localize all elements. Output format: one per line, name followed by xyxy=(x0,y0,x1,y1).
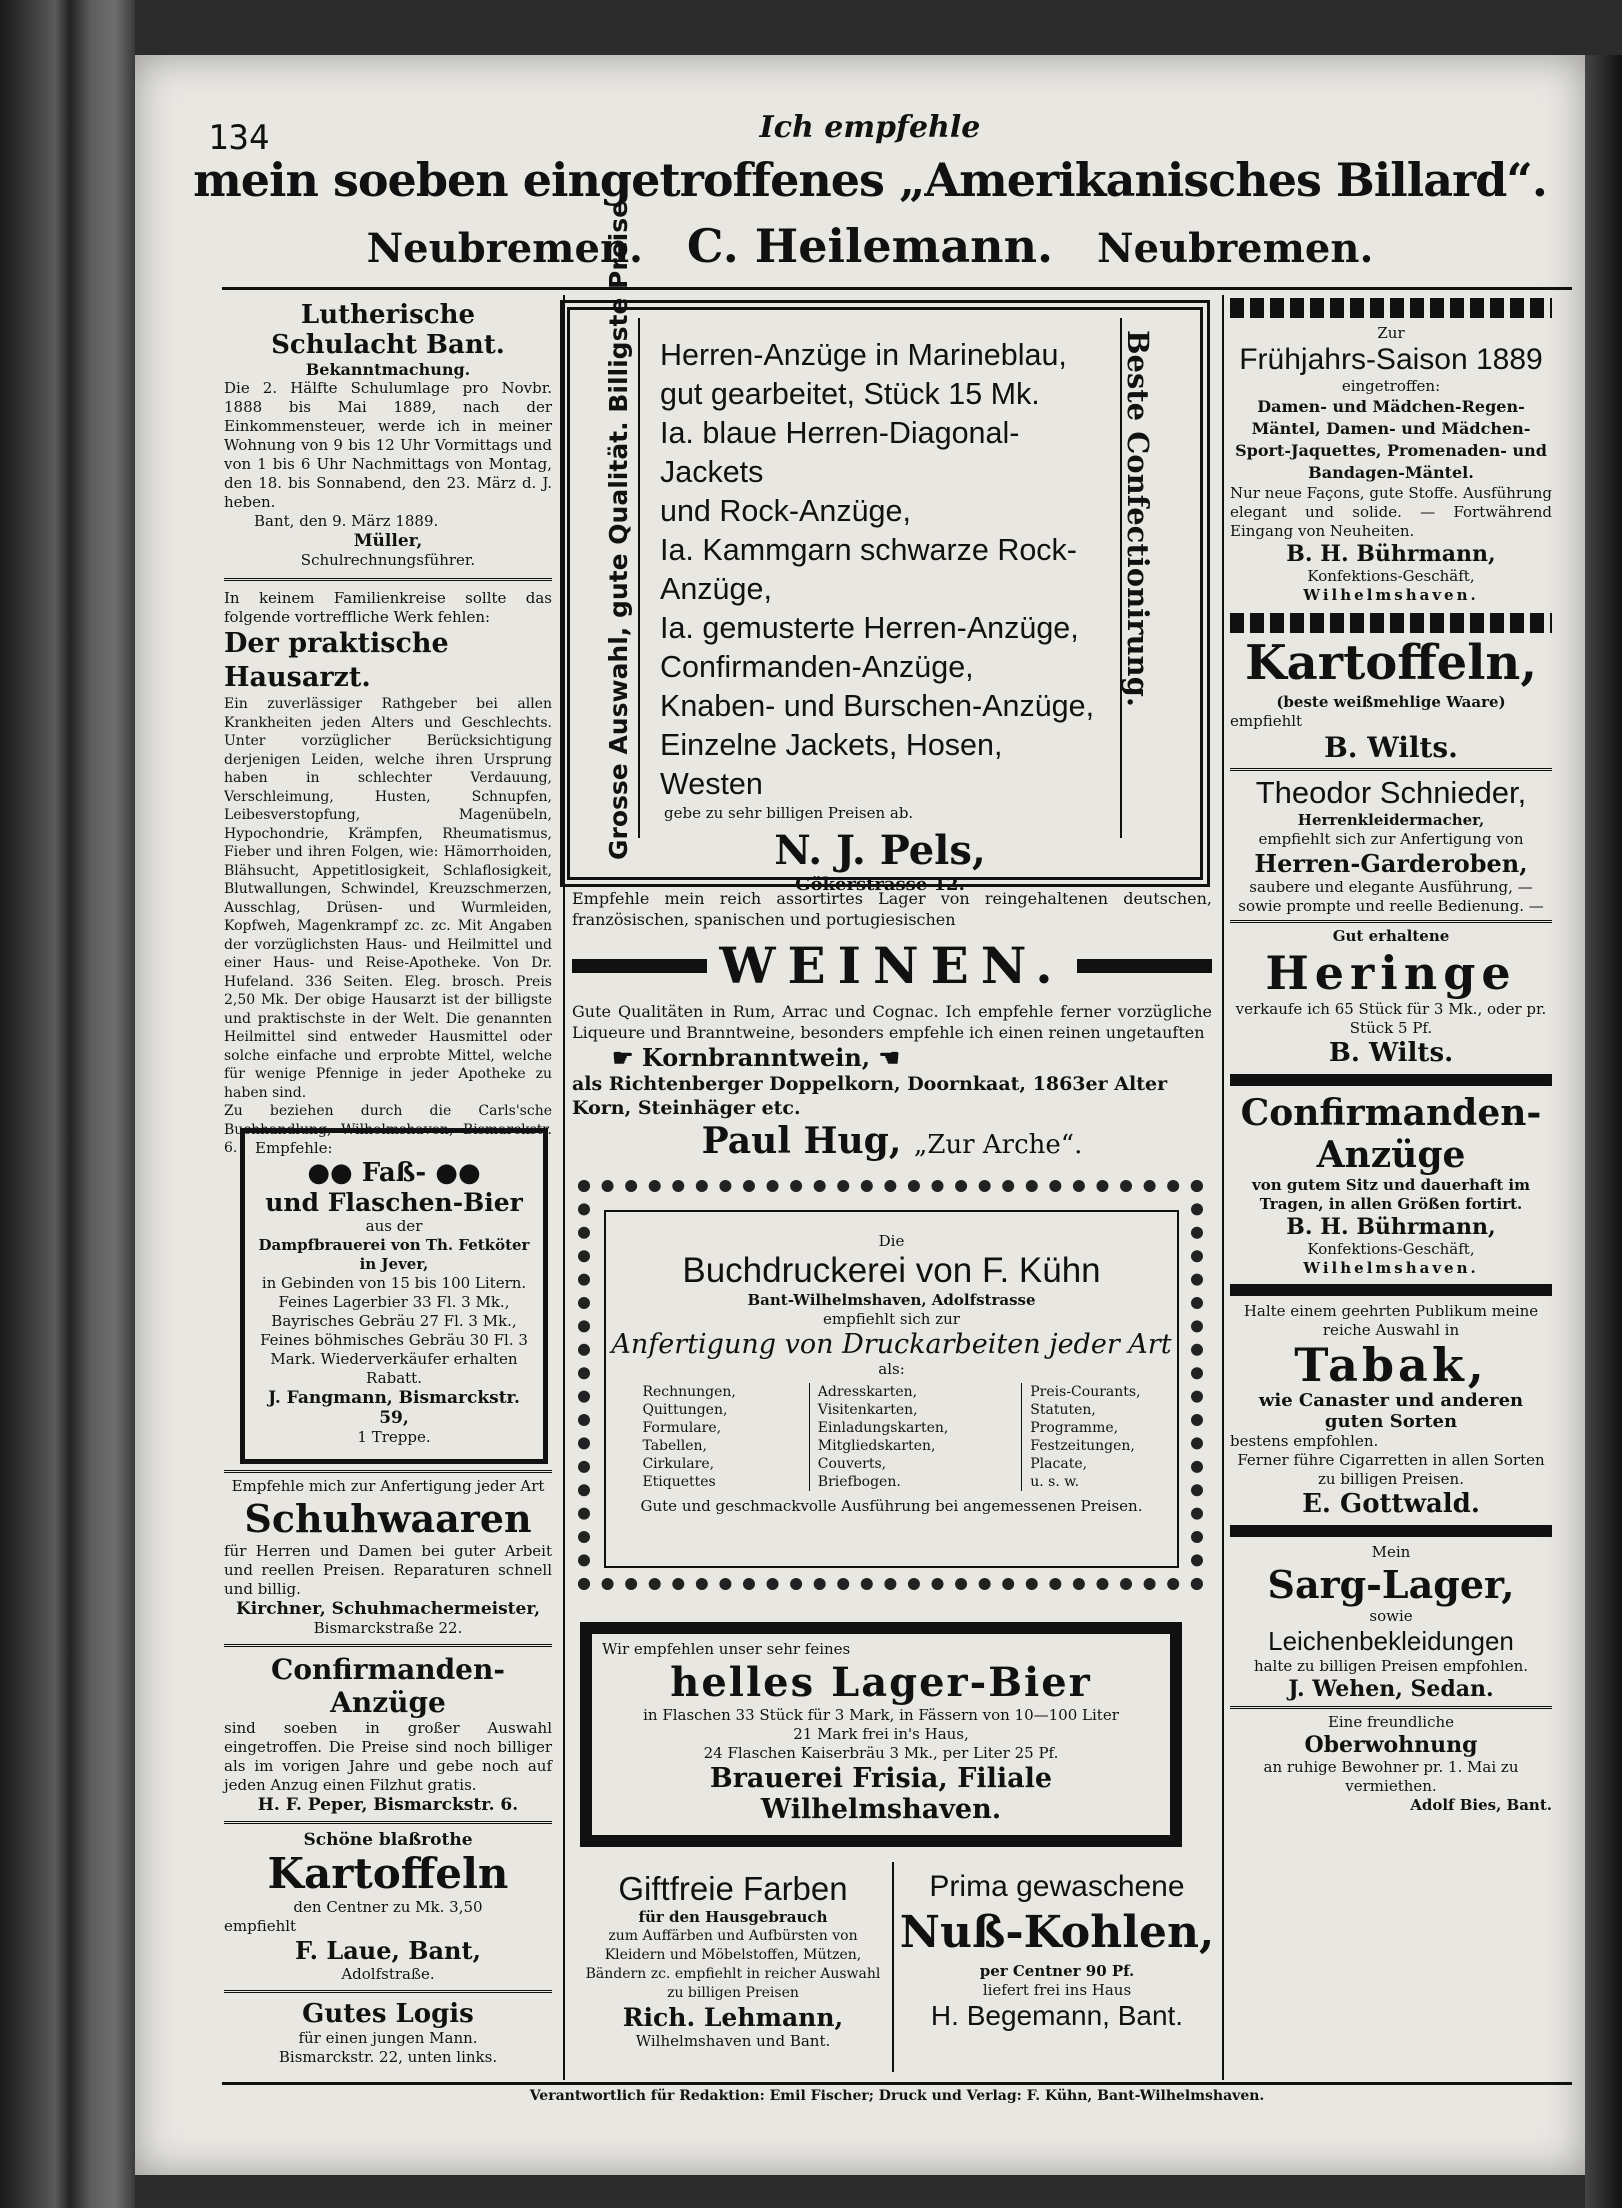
druck-script: Anfertigung von Druckarbeiten jeder Art xyxy=(611,1329,1172,1360)
list-item: Cirkulare, xyxy=(642,1456,715,1472)
bar-ornament xyxy=(1230,1284,1552,1296)
ober-body: an ruhige Bewohner pr. 1. Mai zu vermiethen. xyxy=(1263,1758,1519,1795)
ober-pre: Eine freundliche xyxy=(1327,1713,1455,1731)
pels-line: und Rock-Anzüge, xyxy=(660,494,911,528)
bier-title1 xyxy=(255,1158,533,1188)
list-item: Placate, xyxy=(1030,1456,1088,1472)
footer-imprint: Verantwortlich für Redaktion: Emil Fischer; Druck und Verlag: F. Kühn, Bant-Wilhelmshaven. xyxy=(529,2088,1265,2104)
bier-name: J. Fangmann, Bismarckstr. 59, xyxy=(268,1388,520,1428)
sarg-pre: Mein xyxy=(1371,1543,1411,1561)
schulacht-title: Lutherische Schulacht Bant. xyxy=(271,300,505,360)
sarg-sowie: sowie xyxy=(1369,1607,1413,1625)
pels-line: Einzelne Jackets, Hosen, Westen xyxy=(660,728,1003,801)
conf-title2: Anzüge xyxy=(330,1686,446,1719)
bier-from: aus der xyxy=(365,1217,423,1235)
list-item: Formulare, xyxy=(642,1420,722,1436)
pels-line: Ia. Kammgarn schwarze Rock- xyxy=(660,533,1077,567)
her-name: B. Wilts. xyxy=(1328,1038,1454,1068)
bar-ornament xyxy=(1230,1525,1552,1537)
list-item: Briefbogen. xyxy=(817,1474,901,1490)
schulacht-body: Die 2. Hälfte Schulumlage pro Novbr. 1888 bis Mai 1889, nach der Einkommensteuer, werde ich in meiner Wohnung von 9 bis 12 Uhr Vormittags und von 1 bis 6 Uhr Nachmittags von Montag, den 18. bis Sonnabend, den 23. März d. J. heben. xyxy=(224,379,552,511)
hausarzt-title: Der praktische Hausarzt. xyxy=(224,628,449,693)
pels-line: Ia. blaue Herren-Diagonal-Jackets xyxy=(660,416,1020,489)
bier-floor: 1 Treppe. xyxy=(357,1428,431,1446)
book-edge xyxy=(1585,55,1622,2208)
x-ornament xyxy=(1230,613,1552,633)
pels-side-left xyxy=(604,820,633,860)
fruh-in: eingetroffen: xyxy=(1341,377,1441,395)
rule xyxy=(1230,920,1552,923)
tabak-body: Ferner führe Cigarretten in allen Sorten zu billigen Preisen. xyxy=(1237,1451,1545,1488)
header-pre: Ich empfehle xyxy=(759,110,981,145)
fruh-city: Wilhelmshaven. xyxy=(1303,586,1479,604)
conf-shop: Konfektions-Geschäft, xyxy=(1307,1240,1475,1258)
list-item: Statuten, xyxy=(1030,1402,1096,1418)
barrel-icon: ●● xyxy=(435,1158,481,1188)
schulacht-date: Bant, den 9. März 1889. xyxy=(254,512,439,530)
header-place-right: Neubremen. xyxy=(1097,225,1374,272)
ober-name: Adolf Bies, Bant. xyxy=(1410,1796,1552,1814)
farben-body: zum Auffärben und Aufbürsten von Kleidern und Möbelstoffen, Mützen, Bändern zc. empfiehlt in reicher Auswahl zu billigen Preisen xyxy=(585,1928,881,2001)
right-column xyxy=(1230,298,1552,1815)
wein-name: Paul Hug, xyxy=(701,1120,902,1162)
kart-name: F. Laue, Bant, xyxy=(295,1936,481,1965)
druck-col2 xyxy=(809,1383,949,1491)
header-signature xyxy=(180,219,1560,273)
rule xyxy=(224,1470,552,1473)
list-item: Preis-Courants, xyxy=(1030,1384,1141,1400)
column-rule-inner xyxy=(892,1862,894,2072)
druck-col1 xyxy=(642,1383,735,1491)
kohlen-title: Nuß-Kohlen, xyxy=(899,1907,1215,1958)
lager-ad xyxy=(580,1622,1182,1847)
druck-ad xyxy=(604,1210,1179,1568)
schulacht-role: Schulrechnungsführer. xyxy=(300,551,476,569)
list-item: Mitgliedskarten, xyxy=(817,1438,936,1454)
fruh-body: Nur neue Façons, gute Stoffe. Ausführung elegant und solide. — Fortwährend Eingang von Neuheiten. xyxy=(1230,484,1552,540)
wein-body: Gute Qualitäten in Rum, Arrac und Cognac. Ich empfehle ferner vorzügliche Liqueure und Branntweine, besonders empfehle ich einen reinen ungetauften xyxy=(572,1002,1212,1042)
rule xyxy=(1230,768,1552,771)
druck-col3 xyxy=(1021,1383,1140,1491)
conf-title2: Anzüge xyxy=(1316,1134,1466,1176)
wein-place: „Zur Arche“. xyxy=(913,1130,1083,1160)
her-body: verkaufe ich 65 Stück für 3 Mk., oder pr. Stück 5 Pf. xyxy=(1235,1000,1547,1037)
pels-line: gut gearbeitet, Stück 15 Mk. xyxy=(660,377,1040,411)
bier-title2: und Flaschen-Bier xyxy=(265,1188,523,1217)
conf-title1: Confirmanden- xyxy=(1240,1092,1542,1134)
fruh-title: Frühjahrs-Saison 1889 xyxy=(1239,343,1543,376)
schn-body: saubere und elegante Ausführung, — sowie prompte und reelle Bedienung. — xyxy=(1238,878,1544,915)
list-item: Couverts, xyxy=(817,1456,887,1472)
schn-main: Herren-Garderoben, xyxy=(1254,849,1528,878)
kart-title: Kartoffeln, xyxy=(1244,635,1538,691)
kart-title: Kartoffeln xyxy=(267,1849,509,1898)
druck-columns xyxy=(606,1383,1177,1491)
druck-als: als: xyxy=(878,1360,905,1378)
schn-role: Herrenkleidermacher, xyxy=(1297,811,1485,829)
rule xyxy=(1230,1706,1552,1709)
column-rule-right xyxy=(1222,295,1224,2080)
fruh-pre: Zur xyxy=(1377,324,1405,342)
kart-addr: Adolfstraße. xyxy=(341,1965,435,1983)
bier-pre: Empfehle: xyxy=(255,1139,333,1157)
kart-sub: (beste weißmehlige Waare) xyxy=(1276,693,1506,711)
list-item: Programme, xyxy=(1030,1420,1119,1436)
list-item: Quittungen, xyxy=(642,1402,728,1418)
kohlen-ad xyxy=(898,1870,1216,2032)
farben-sub: für den Hausgebrauch xyxy=(638,1908,828,1926)
conf-name: H. F. Peper, Bismarckstr. 6. xyxy=(257,1795,519,1815)
sarg-name: J. Wehen, Sedan. xyxy=(1288,1676,1494,1702)
schuh-name: Kirchner, Schuhmachermeister, xyxy=(236,1599,540,1619)
wein-korn-text: Kornbranntwein, xyxy=(641,1043,871,1072)
bar-ornament xyxy=(572,959,707,973)
druck-pre: Die xyxy=(878,1232,905,1250)
lager-body1: in Flaschen 33 Stück für 3 Mark, in Fässern von 10—100 Liter xyxy=(643,1706,1119,1724)
lager-body2: 21 Mark frei in's Haus, xyxy=(793,1725,969,1743)
farben-title: Giftfreie Farben xyxy=(618,1870,848,1907)
wein-korn xyxy=(572,1043,1212,1072)
logis-title: Gutes Logis xyxy=(302,1999,474,2029)
header-ad xyxy=(180,110,1560,273)
pels-addr: Gökerstrasse 12. xyxy=(795,874,965,895)
tabak-name: E. Gottwald. xyxy=(1302,1489,1480,1519)
header-headline: mein soeben eingetroffenes „Amerikanisches Billard“. xyxy=(193,153,1547,207)
bier-ad-box xyxy=(240,1128,548,1464)
tabak-emp: bestens empfohlen. xyxy=(1230,1432,1379,1450)
pels-line: Ia. gemusterte Herren-Anzüge, xyxy=(660,611,1079,645)
farben-name: Rich. Lehmann, xyxy=(622,2003,844,2032)
schulacht-name: Müller, xyxy=(353,531,423,551)
pels-side-right: Beste Confectionirung. xyxy=(1121,330,1155,707)
wein-ad xyxy=(572,888,1212,1162)
schuh-addr: Bismarckstraße 22. xyxy=(313,1619,463,1637)
fruh-shop: Konfektions-Geschäft, xyxy=(1307,567,1475,585)
kart-pre: Schöne blaßrothe xyxy=(303,1830,473,1850)
list-item: Visitenkarten, xyxy=(817,1402,918,1418)
list-item: Einladungskarten, xyxy=(817,1420,949,1436)
footer-rule xyxy=(222,2082,1572,2085)
lager-pre: Wir empfehlen unser sehr feines xyxy=(602,1640,851,1658)
tabak-sub: wie Canaster und anderen guten Sorten xyxy=(1258,1390,1524,1432)
conf-name: B. H. Bührmann, xyxy=(1286,1214,1496,1240)
pels-line: Knaben- und Burschen-Anzüge, xyxy=(660,689,1095,723)
wein-title: WEINEN. xyxy=(719,936,1065,995)
lager-name: Brauerei Frisia, Filiale Wilhelmshaven. xyxy=(709,1763,1053,1825)
bier-body: in Gebinden von 15 bis 100 Litern. Feines Lagerbier 33 Fl. 3 Mk., Bayrisches Gebräu 27 Fl. 3 Mk., Feines böhmisches Gebräu 30 Fl. 3 Mark. Wiederverkäufer erhalten Rabatt. xyxy=(260,1274,528,1387)
schn-emp: empfiehlt sich zur Anfertigung von xyxy=(1258,830,1524,848)
kart-emp: empfiehlt xyxy=(1230,712,1303,730)
bier-brewery: Dampfbrauerei von Th. Fetköter in Jever, xyxy=(258,1236,530,1273)
bar-ornament xyxy=(1077,959,1212,973)
sarg-sub: Leichenbekleidungen xyxy=(1268,1626,1514,1656)
schuh-title: Schuhwaaren xyxy=(244,1496,532,1541)
list-item: Tabellen, xyxy=(642,1438,707,1454)
logis-addr: Bismarckstr. 22, unten links. xyxy=(278,2048,498,2066)
farben-ad xyxy=(580,1870,886,2051)
wein-title-row xyxy=(572,936,1212,995)
pels-line: Confirmanden-Anzüge, xyxy=(660,650,974,684)
fruh-name: B. H. Bührmann, xyxy=(1286,541,1496,567)
book-binding xyxy=(0,0,135,2208)
kart-price: den Centner zu Mk. 3,50 xyxy=(293,1898,483,1916)
page-number: 134 xyxy=(208,118,270,158)
list-item: Adresskarten, xyxy=(817,1384,918,1400)
bar-ornament xyxy=(1230,1074,1552,1086)
druck-addr: Bant-Wilhelmshaven, Adolfstrasse xyxy=(747,1291,1036,1309)
schuh-pre: Empfehle mich zur Anfertigung jeder Art xyxy=(231,1477,545,1495)
rule xyxy=(224,1990,552,1993)
sarg-title: Sarg-Lager, xyxy=(1267,1562,1515,1607)
conf-title1: Confirmanden- xyxy=(271,1653,505,1686)
lager-title: helles Lager-Bier xyxy=(670,1659,1092,1706)
sarg-body: halte zu billigen Preisen empfohlen. xyxy=(1253,1657,1529,1675)
logis-body: für einen jungen Mann. xyxy=(298,2029,478,2047)
druck-title: Buchdruckerei von F. Kühn xyxy=(682,1251,1101,1290)
kohlen-deliv: liefert frei ins Haus xyxy=(982,1981,1132,1999)
kart-emp: empfiehlt xyxy=(224,1917,297,1935)
hand-pointer-icon: ☚ xyxy=(878,1043,900,1072)
rule xyxy=(224,1821,552,1824)
rule xyxy=(224,578,552,581)
header-rule xyxy=(222,287,1572,290)
conf-body: von gutem Sitz und dauerhaft im Tragen, in allen Größen fortirt. xyxy=(1252,1176,1530,1213)
x-ornament xyxy=(1230,298,1552,318)
tabak-title: Tabak, xyxy=(1294,1338,1488,1392)
druck-foot: Gute und geschmackvolle Ausführung bei angemessenen Preisen. xyxy=(640,1497,1143,1515)
list-item: u. s. w. xyxy=(1030,1474,1080,1490)
header-place-left: Neubremen. xyxy=(366,225,643,272)
schuh-body: für Herren und Damen bei guter Arbeit und reellen Preisen. Reparaturen schnell und billig. xyxy=(224,1542,552,1598)
tabak-pre: Halte einem geehrten Publikum meine reiche Auswahl in xyxy=(1243,1302,1539,1339)
bier-title1-text: Faß- xyxy=(361,1158,427,1188)
pels-lines xyxy=(640,318,1120,804)
lager-body3: 24 Flaschen Kaiserbräu 3 Mk., per Liter 25 Pf. xyxy=(703,1744,1059,1762)
list-item: Etiquettes xyxy=(642,1474,716,1490)
fruh-items: Damen- und Mädchen-Regen-Mäntel, Damen- und Mädchen-Sport-Jaquettes, Promenaden- und Bandagen-Mäntel. xyxy=(1235,397,1547,482)
left-column xyxy=(224,300,552,1158)
wein-signature xyxy=(572,1120,1212,1162)
her-title: Heringe xyxy=(1265,946,1517,1000)
kohlen-pre: Prima gewaschene xyxy=(929,1870,1185,1903)
schn-title: Theodor Schnieder, xyxy=(1255,775,1527,810)
kohlen-price: per Centner 90 Pf. xyxy=(979,1962,1135,1980)
conf-body: sind soeben in großer Auswahl eingetroffen. Die Preise sind noch billiger als im vorigen Jahre und gebe noch auf jeden Anzug einen Filzhut gratis. xyxy=(224,1719,552,1794)
header-name: C. Heilemann. xyxy=(686,219,1054,273)
schulacht-sub: Bekanntmachung. xyxy=(305,360,471,379)
wein-intro: Empfehle mein reich assortirtes Lager von reingehaltenen deutschen, französischen, spanischen und portugiesischen xyxy=(572,889,1212,929)
wein-list: als Richtenberger Doppelkorn, Doornkaat, 1863er Alter Korn, Steinhäger etc. xyxy=(572,1073,1168,1119)
pels-note: gebe zu sehr billigen Preisen ab. xyxy=(664,804,914,822)
pels-line: Anzüge, xyxy=(660,572,772,606)
conf-city: Wilhelmshaven. xyxy=(1303,1259,1479,1277)
pels-ad xyxy=(638,318,1122,895)
pels-line: Herren-Anzüge in Marineblau, xyxy=(660,338,1067,372)
pels-name: N. J. Pels, xyxy=(774,827,986,874)
farben-addr: Wilhelmshaven und Bant. xyxy=(635,2032,831,2050)
her-pre: Gut erhaltene xyxy=(1332,927,1450,945)
kohlen-name: H. Begemann, Bant. xyxy=(930,2000,1184,2031)
list-item: Rechnungen, xyxy=(642,1384,736,1400)
hausarzt-body: Ein zuverlässiger Rathgeber bei allen Krankheiten jeden Alters und Geschlechts. Unter vorzüglicher Berücksichtigung derjenigen Leiden, welche ihren Ursprung haben in schlechter Verdauung, Verschleimung, Husten, Schnupfen, Leibesverstopfung, Magenübeln, Hypochondrie, Krämpfen, Rheumatismus, Fieber und ihren Folgen, wie: Hämorrhoiden, Blähsucht, Appetitlosigkeit, Schlaflosigkeit, Blutwallungen, Schwindel, Kreuzschmerzen, Ausschlag, Drüsen- und Wurmleiden, Kopfweh, Magenkrampf zc. zc. Mit Angaben der vorzüglichsten Haus- und Heilmittel und einer Haus- und Reise-Apotheke. Von Dr. Hufeland. 336 Seiten. Eleg. brosch. Preis 2,50 Mk. Der obige Hausarzt ist der billigste und praktischste in der Welt. Die genannten Heilmittel sind entweder Hausmittel oder solche einfache und erprobte Mittel, welche für wenige Pfennige in jeder Apotheke zu haben sind. xyxy=(224,696,552,1101)
ober-title: Oberwohnung xyxy=(1304,1732,1478,1758)
hand-pointer-icon: ☛ xyxy=(612,1043,634,1072)
list-item: Festzeitungen, xyxy=(1030,1438,1135,1454)
rule xyxy=(224,1644,552,1647)
hausarzt-intro: In keinem Familienkreise sollte das folgende vortreffliche Werk fehlen: xyxy=(224,589,552,626)
left-column-lower xyxy=(224,1470,552,2067)
hausarzt-footer: Zu beziehen durch die Carls'sche Buchhandlung, Wilhelmshaven, Bismarckstr. 6. xyxy=(224,1103,552,1156)
druck-emp: empfiehlt sich zur xyxy=(823,1310,960,1328)
kart-name: B. Wilts. xyxy=(1324,731,1458,764)
barrel-icon: ●● xyxy=(307,1158,353,1188)
